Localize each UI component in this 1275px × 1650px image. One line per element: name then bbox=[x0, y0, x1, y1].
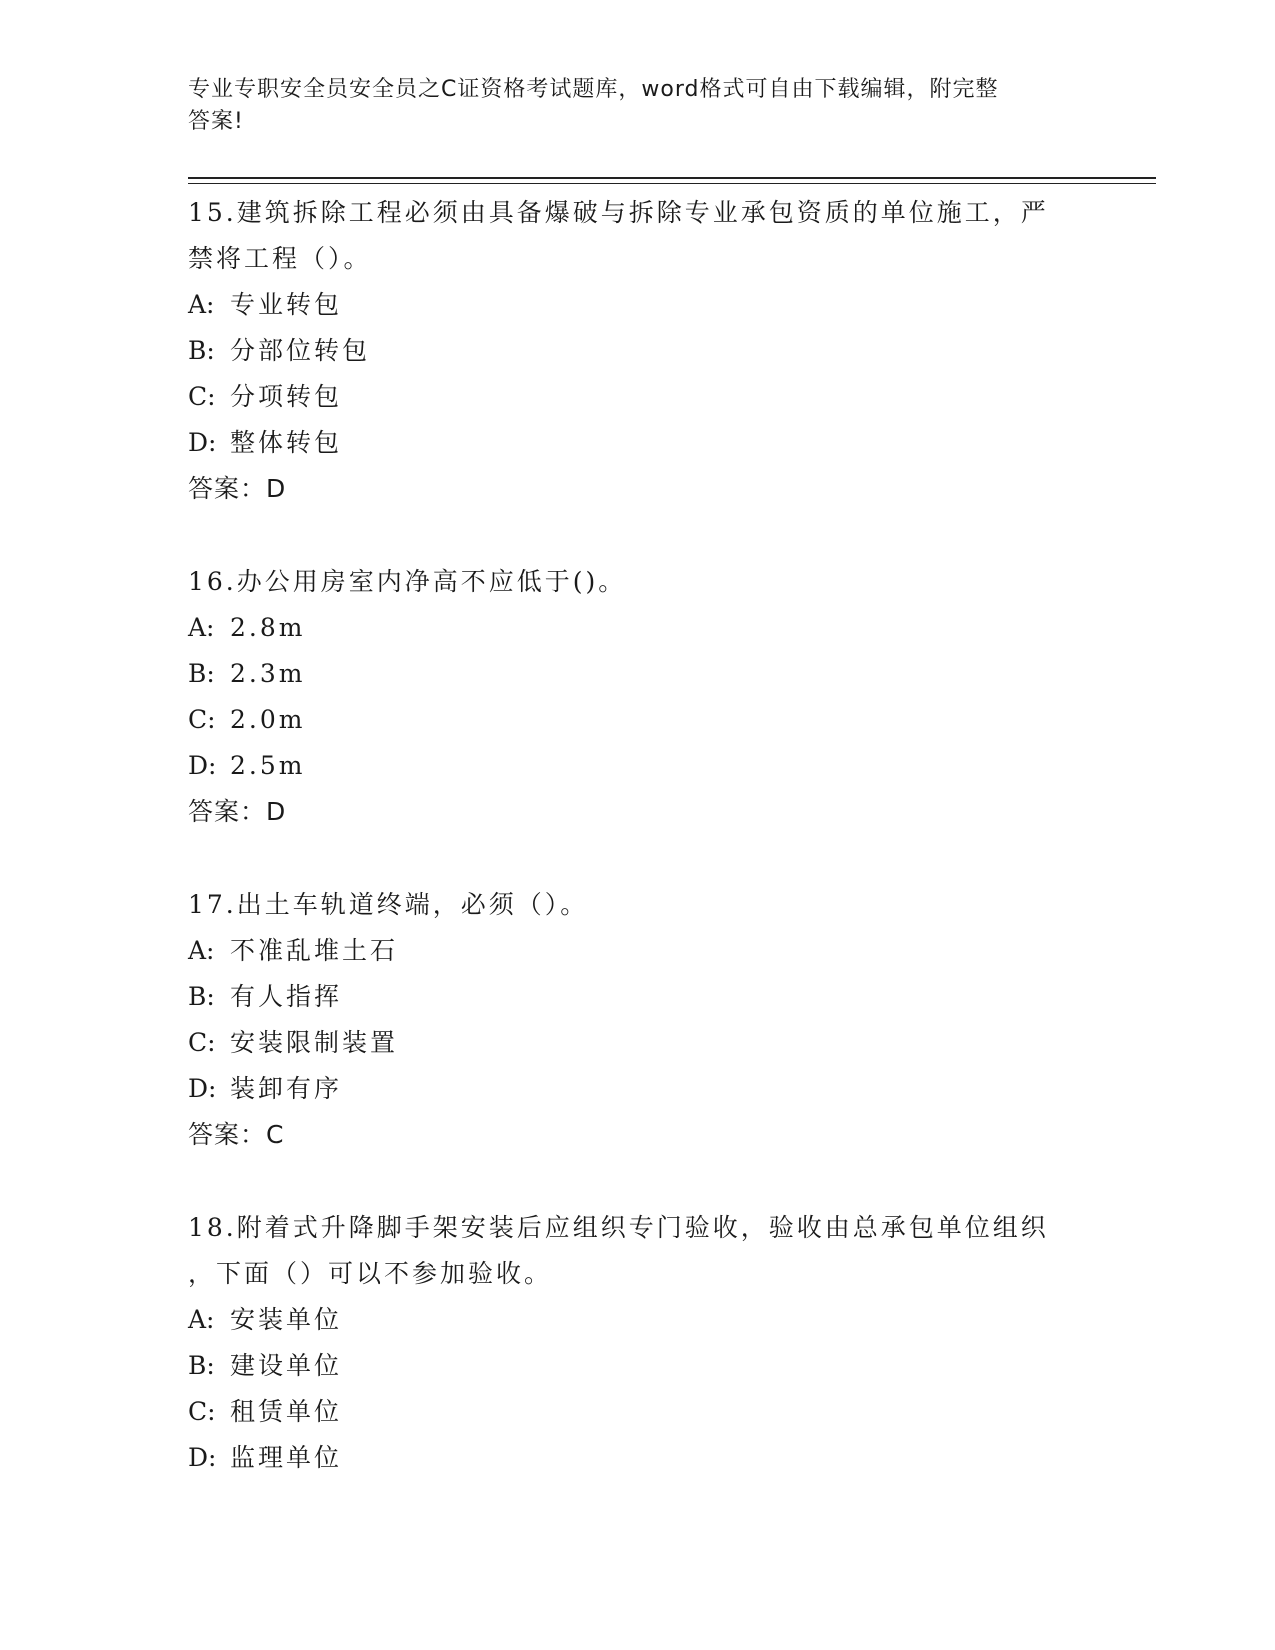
question-list bbox=[188, 190, 1088, 1528]
option-letter: A: bbox=[188, 613, 215, 642]
option-item bbox=[188, 1020, 1088, 1066]
option-text: 建设单位 bbox=[230, 1351, 343, 1380]
option-item bbox=[188, 420, 1088, 466]
answer-line: 答案：D bbox=[188, 474, 287, 503]
option-letter: C: bbox=[188, 1397, 216, 1426]
option-letter: D: bbox=[188, 1074, 217, 1103]
option-letter: D: bbox=[188, 751, 217, 780]
option-item bbox=[188, 743, 1088, 789]
option-item bbox=[188, 1435, 1088, 1481]
option-text: 装卸有序 bbox=[230, 1074, 343, 1103]
option-item bbox=[188, 697, 1088, 743]
header-divider-bottom bbox=[188, 183, 1156, 184]
option-text: 专业转包 bbox=[230, 290, 343, 319]
header-divider-top bbox=[188, 177, 1156, 179]
option-letter: C: bbox=[188, 382, 216, 411]
header-line-2: 答案! bbox=[188, 109, 244, 134]
option-item bbox=[188, 928, 1088, 974]
option-letter: A: bbox=[188, 936, 215, 965]
question-text: ，下面（）可以不参加验收。 bbox=[188, 1259, 553, 1288]
answer-line: 答案：C bbox=[188, 1120, 285, 1149]
option-text: 分项转包 bbox=[230, 382, 343, 411]
option-letter: D: bbox=[188, 428, 217, 457]
option-letter: B: bbox=[188, 336, 215, 365]
header-line-1: 专业专职安全员安全员之C证资格考试题库，word格式可自由下载编辑，附完整 bbox=[188, 77, 999, 102]
option-item bbox=[188, 1343, 1088, 1389]
option-text: 监理单位 bbox=[230, 1443, 343, 1472]
question-text: 15.建筑拆除工程必须由具备爆破与拆除专业承包资质的单位施工，严 bbox=[188, 198, 1049, 227]
option-letter: A: bbox=[188, 1305, 215, 1334]
option-text: 整体转包 bbox=[230, 428, 343, 457]
option-text: 2.5m bbox=[230, 751, 306, 780]
document-header bbox=[188, 74, 1088, 138]
option-item bbox=[188, 651, 1088, 697]
option-letter: C: bbox=[188, 705, 216, 734]
question-block bbox=[188, 1205, 1088, 1481]
option-text: 租赁单位 bbox=[230, 1397, 343, 1426]
option-letter: C: bbox=[188, 1028, 216, 1057]
option-letter: B: bbox=[188, 659, 215, 688]
option-letter: B: bbox=[188, 982, 215, 1011]
option-text: 不准乱堆土石 bbox=[230, 936, 399, 965]
answer-line: 答案：D bbox=[188, 797, 287, 826]
option-item bbox=[188, 974, 1088, 1020]
question-text: 18.附着式升降脚手架安装后应组织专门验收，验收由总承包单位组织 bbox=[188, 1213, 1049, 1242]
question-block bbox=[188, 882, 1088, 1158]
question-text: 17.出土车轨道终端，必须（）。 bbox=[188, 890, 589, 919]
option-text: 2.0m bbox=[230, 705, 306, 734]
option-item bbox=[188, 1066, 1088, 1112]
option-item bbox=[188, 374, 1088, 420]
option-item bbox=[188, 1389, 1088, 1435]
option-item bbox=[188, 328, 1088, 374]
option-letter: A: bbox=[188, 290, 215, 319]
option-item bbox=[188, 605, 1088, 651]
option-text: 2.8m bbox=[230, 613, 306, 642]
option-text: 有人指挥 bbox=[230, 982, 343, 1011]
question-block bbox=[188, 559, 1088, 835]
question-text: 禁将工程（）。 bbox=[188, 244, 372, 273]
question-block bbox=[188, 190, 1088, 512]
option-letter: D: bbox=[188, 1443, 217, 1472]
option-item bbox=[188, 1297, 1088, 1343]
option-item bbox=[188, 282, 1088, 328]
option-letter: B: bbox=[188, 1351, 215, 1380]
option-text: 安装单位 bbox=[230, 1305, 343, 1334]
question-text: 16.办公用房室内净高不应低于()。 bbox=[188, 567, 627, 596]
option-text: 分部位转包 bbox=[230, 336, 371, 365]
option-text: 安装限制装置 bbox=[230, 1028, 399, 1057]
option-text: 2.3m bbox=[230, 659, 306, 688]
